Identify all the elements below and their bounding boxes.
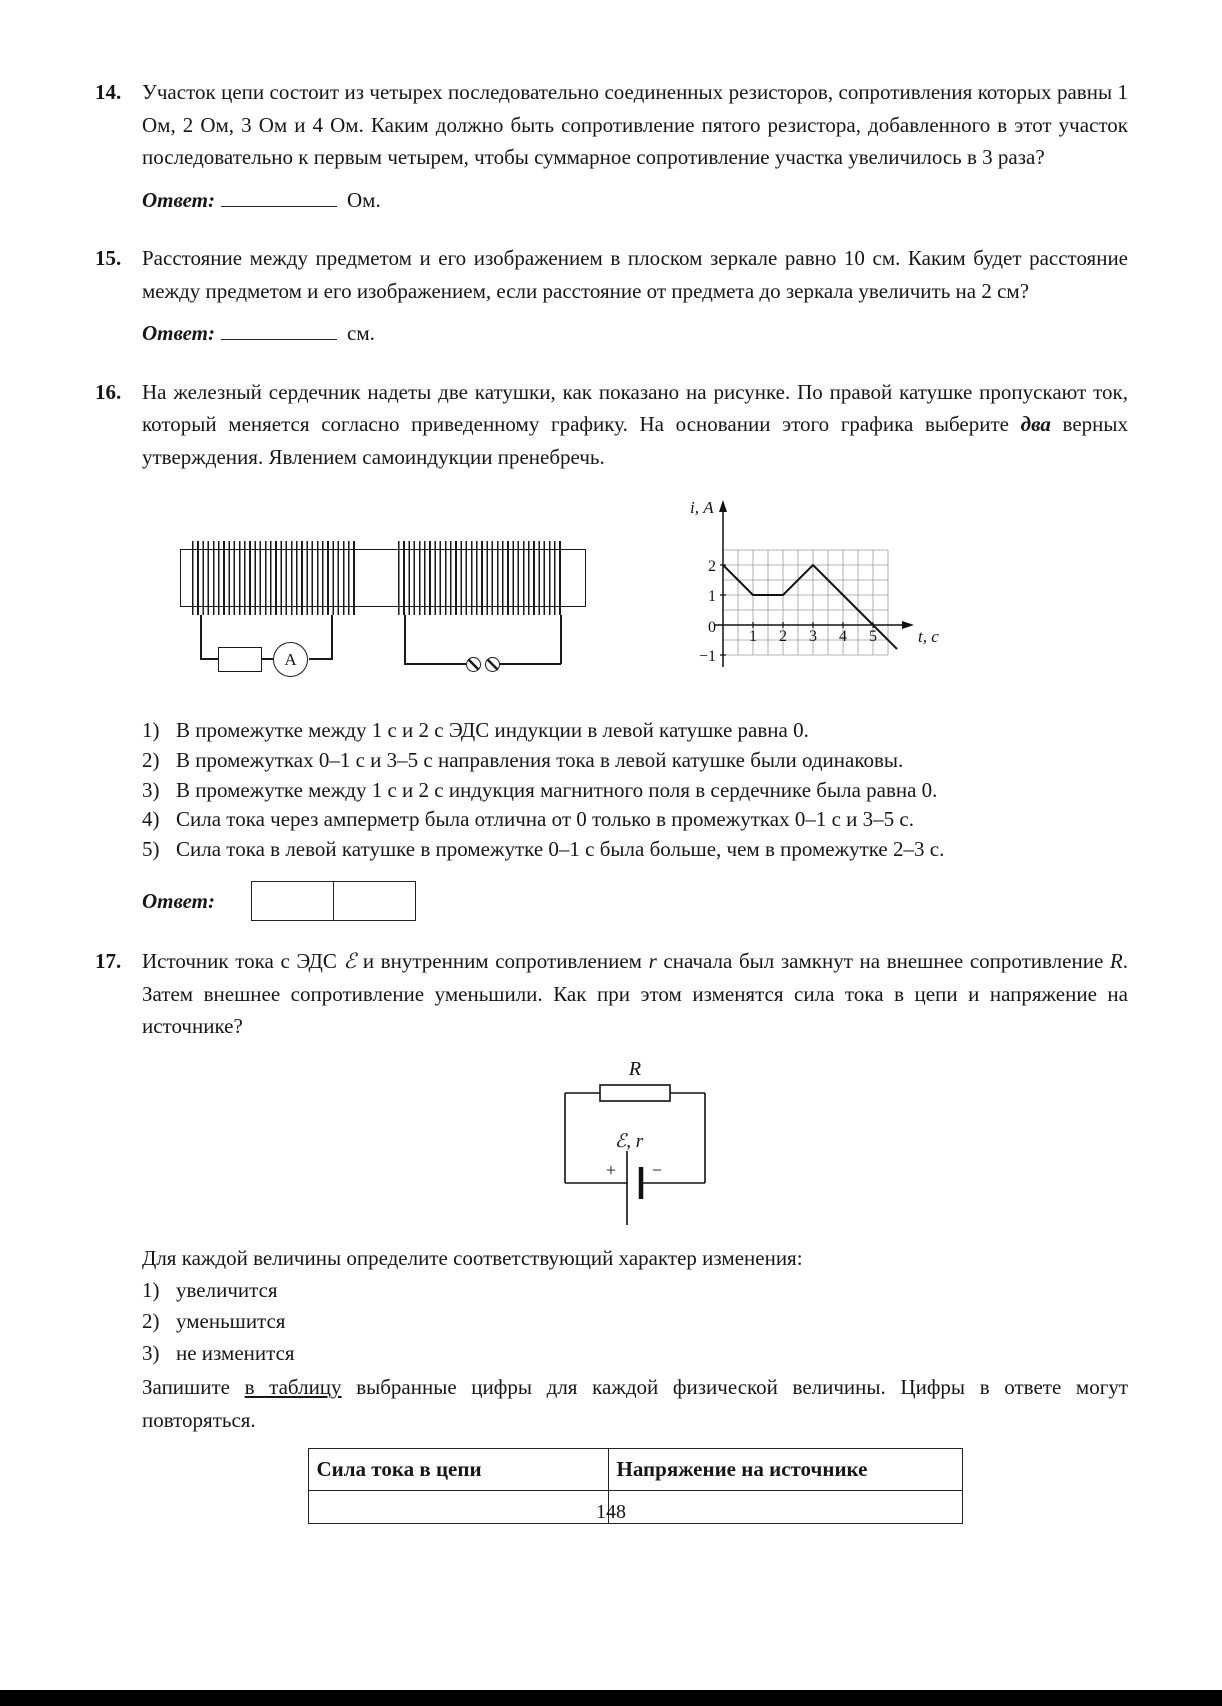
choice-number: 2) (142, 1309, 160, 1334)
choice-item (142, 1338, 1128, 1370)
problem-14-number: 14. (95, 80, 122, 104)
answer-cell (333, 882, 415, 920)
circuit-figure (142, 1055, 1128, 1237)
plus-sign: + (605, 1159, 616, 1180)
component-box (218, 647, 262, 672)
statement-number: 1) (142, 718, 160, 743)
problem-14-answer-line (142, 184, 1128, 217)
ammeter-icon (273, 642, 308, 677)
wire (261, 658, 273, 660)
problem-15-text: Расстояние между предметом и его изображением в плоском зеркале равно 10 см. Каким будет расстояние между предметом и его изображением, если расстояние от предмета до зеркала увеличить на 2 см? (142, 246, 1128, 303)
emf-symbol: ℰ (343, 949, 357, 974)
y-axis-arrow-icon (719, 500, 727, 512)
x-tick-label: 1 (749, 628, 757, 646)
statement-number: 4) (142, 807, 160, 832)
choice-number: 1) (142, 1277, 160, 1302)
right-coil-winding (398, 541, 564, 615)
problem-15 (95, 242, 1128, 352)
note-underlined: в таблицу (244, 1375, 342, 1400)
answer-box (251, 881, 416, 921)
problem-text-part: Источник тока с ЭДС (142, 949, 344, 974)
choice-item (142, 1275, 1128, 1307)
resistor-icon (600, 1085, 670, 1101)
left-coil-winding (192, 541, 358, 615)
x-tick-label: 4 (839, 628, 847, 646)
choice-text: уменьшится (176, 1309, 286, 1334)
y-axis-label: i, А (690, 498, 714, 518)
note-part: выбранные цифры для каждой физической величины. Цифры в ответе могут повторяться. (142, 1375, 1128, 1432)
x-tick-label: 2 (779, 628, 787, 646)
wire (560, 615, 562, 664)
statement-text: Сила тока в левой катушке в промежутке 0–1 с была больше, чем в промежутке 2–3 с. (176, 837, 945, 862)
current-graph (678, 495, 978, 680)
terminal-icon (466, 657, 481, 672)
statement-number: 3) (142, 777, 160, 802)
internal-resistance-symbol: r (648, 949, 657, 974)
problem-15-number: 15. (95, 246, 122, 271)
table-header-voltage: Напряжение на источнике (608, 1449, 962, 1491)
ammeter-label: А (284, 649, 297, 669)
y-tick-label: 2 (708, 558, 716, 576)
y-tick-label: −1 (698, 648, 716, 666)
statement-text: В промежутках 0–1 с и 3–5 с направления тока в левой катушке были одинаковы. (176, 747, 904, 772)
problem-16-number: 16. (95, 379, 122, 404)
problem-15-answer-line (142, 317, 1128, 350)
statement-number: 2) (142, 747, 160, 772)
y-tick-label: 0 (708, 619, 716, 637)
resistor-label: R (628, 1057, 642, 1080)
answer-cell (252, 882, 333, 920)
answer-label: Ответ: (142, 321, 215, 346)
choice-number: 3) (142, 1340, 160, 1365)
statement-item (142, 776, 1128, 806)
problem-16 (95, 376, 1128, 921)
table-header-current: Сила тока в цепи (308, 1449, 608, 1491)
answer-blank (221, 319, 337, 340)
problem-14 (95, 76, 1128, 218)
answer-label: Ответ: (142, 187, 215, 212)
statement-item (142, 835, 1128, 865)
answer-unit: см. (347, 321, 375, 346)
choice-text: увеличится (176, 1277, 278, 1302)
x-tick-label: 5 (869, 628, 877, 646)
wire (200, 615, 202, 660)
wire (500, 663, 561, 665)
page-number: 148 (596, 1501, 626, 1523)
scan-edge (0, 1690, 1222, 1706)
circuit-diagram (515, 1055, 755, 1227)
wire (404, 663, 466, 665)
wire (309, 658, 333, 660)
table-header-row (308, 1449, 962, 1491)
choice-item (142, 1306, 1128, 1338)
statement-item (142, 716, 1128, 746)
problem-17-text (142, 945, 1128, 1043)
x-axis-label: t, с (918, 627, 939, 647)
problem-text-part: . Затем внешнее сопротивление уменьшили. Как при этом изменятся сила тока в цепи и напряжение на источнике? (142, 949, 1128, 1039)
y-tick-label: 1 (708, 588, 716, 606)
wire (200, 658, 218, 660)
statement-text: В промежутке между 1 с и 2 с индукция магнитного поля в сердечнике была равна 0. (176, 777, 938, 802)
problem-17 (95, 945, 1128, 1524)
terminal-icon (485, 657, 500, 672)
graph-grid (723, 550, 888, 655)
instruction-text: Для каждой величины определите соответствующий характер изменения: (142, 1246, 803, 1271)
table-note (142, 1371, 1128, 1436)
problem-text-part: верных утверждения. Явлением самоиндукции пренебречь. (142, 412, 1128, 469)
answer-label: Ответ: (142, 888, 215, 913)
statement-item (142, 805, 1128, 835)
wire (331, 615, 333, 659)
wire (404, 615, 406, 664)
statement-text: Сила тока через амперметр была отлична от 0 только в промежутках 0–1 с и 3–5 с. (176, 807, 914, 832)
current-graph-figure (678, 495, 978, 690)
answer-unit: Ом. (347, 187, 381, 212)
problem-17-number: 17. (95, 949, 122, 974)
problem-16-figures (142, 495, 1128, 690)
statement-item (142, 746, 1128, 776)
statement-number: 5) (142, 837, 160, 862)
note-part: Запишите (142, 1375, 245, 1400)
answer-blank (221, 186, 337, 207)
problem-16-answer-line (142, 881, 1128, 921)
x-axis-arrow-icon (902, 621, 914, 629)
coil-core-figure (172, 523, 612, 683)
minus-sign: − (652, 1159, 663, 1180)
emf-label: ℰ, r (614, 1130, 644, 1152)
problem-16-text (142, 376, 1128, 474)
problem-text-part: сначала был замкнут на внешнее сопротивление (656, 949, 1110, 974)
resistance-symbol: R (1109, 949, 1123, 974)
statement-text: В промежутке между 1 с и 2 с ЭДС индукции в левой катушке равна 0. (176, 718, 809, 743)
problem-text-bold: два (1020, 412, 1051, 437)
problem-14-text: Участок цепи состоит из четырех последовательно соединенных резисторов, сопротивления которых равны 1 Ом, 2 Ом, 3 Ом и 4 Ом. Каким должно быть сопротивление пятого резистора, добавленного в этот участок последовательно к первым четырем, чтобы суммарное сопротивление участка увеличилось в 3 раза? (142, 80, 1128, 170)
problem-text-part: На железный сердечник надеты две катушки, как показано на рисунке. По правой катушке пропускают ток, который меняется согласно приведенному графику. На основании этого графика выберите (142, 379, 1128, 437)
x-tick-label: 3 (809, 628, 817, 646)
problem-text-part: и внутренним сопротивлением (356, 949, 649, 974)
choice-text: не изменится (176, 1340, 295, 1365)
